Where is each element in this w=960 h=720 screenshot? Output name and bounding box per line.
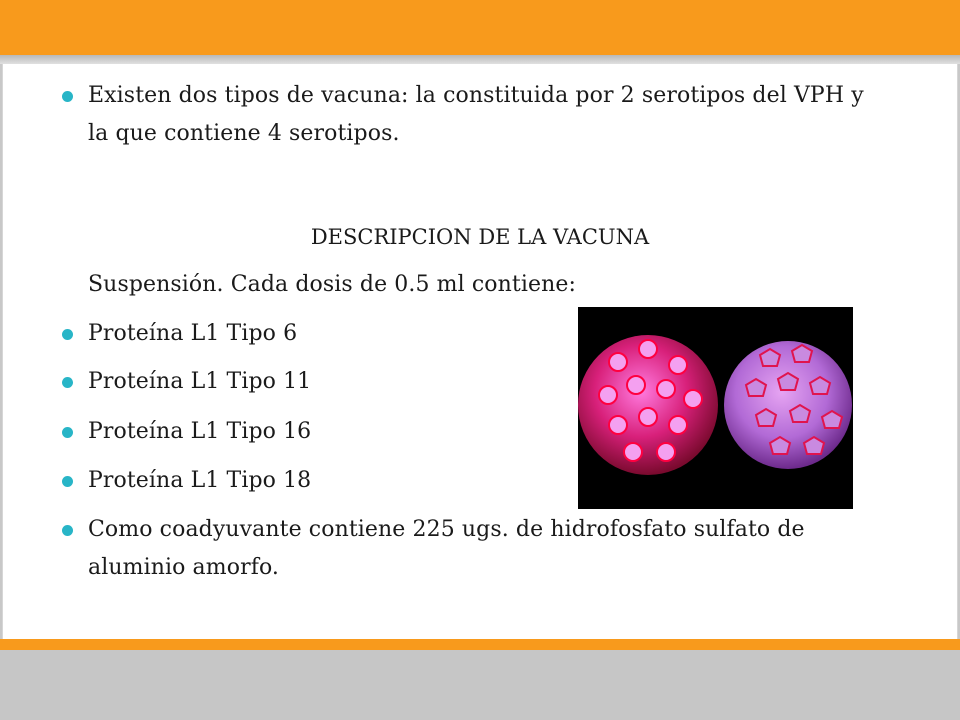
section-heading: DESCRIPCION DE LA VACUNA <box>310 225 650 249</box>
bottom-footer-band <box>0 650 960 720</box>
left-virus-particle <box>578 335 718 475</box>
bullet-dot <box>62 329 73 340</box>
bullet-dot <box>62 525 73 536</box>
top-accent-bar <box>0 0 960 55</box>
list-item-protein-16: Proteína L1 Tipo 16 <box>88 419 312 444</box>
bullet-dot <box>62 91 73 102</box>
bullet-dot <box>62 377 73 388</box>
list-item-protein-11: Proteína L1 Tipo 11 <box>88 369 312 394</box>
bullet-dot <box>62 476 73 487</box>
right-virus-particle <box>724 341 852 469</box>
virus-illustration <box>578 307 853 509</box>
intro-paragraph: Existen dos tipos de vacuna: la constituida por 2 serotipos del VPH y la que contiene 4 serotipos. <box>88 83 864 146</box>
adjuvant-paragraph: Como coadyuvante contiene 225 ugs. de hidrofosfato sulfato de aluminio amorfo. <box>88 517 805 580</box>
list-item-protein-6: Proteína L1 Tipo 6 <box>88 321 298 346</box>
bottom-accent-bar <box>0 639 960 650</box>
suspension-line: Suspensión. Cada dosis de 0.5 ml contiene: <box>88 272 577 297</box>
list-item-protein-18: Proteína L1 Tipo 18 <box>88 468 312 493</box>
hpv-virus-particles-image <box>578 307 853 509</box>
bullet-dot <box>62 427 73 438</box>
top-shadow-strip <box>0 55 960 64</box>
